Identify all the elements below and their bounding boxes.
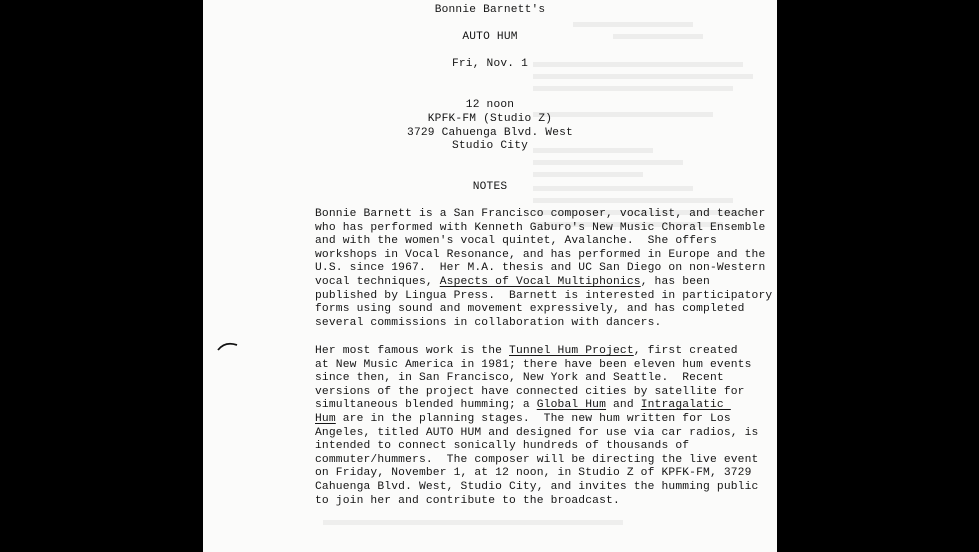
text-segment: are in the planning stages. The new hum written for Los <box>335 412 731 425</box>
work-title: AUTO HUM <box>462 31 518 43</box>
binder-hole-mark <box>215 338 241 364</box>
text-line: intended to connect sonically hundreds of thousands of <box>315 440 690 453</box>
text-line: at New Music America in 1981; there have been eleven hum events <box>315 358 752 371</box>
text-segment: , first created <box>633 345 738 357</box>
bio-paragraph <box>315 208 775 330</box>
text-line: U.S. since 1967. Her M.A. thesis and UC San Diego on non-Western <box>315 262 766 275</box>
text-segment: Her most famous work is the <box>315 345 510 357</box>
event-station: KPFK-FM (Studio Z) <box>427 113 553 125</box>
event-date: Fri, Nov. 1 <box>451 58 529 70</box>
text-line: commuter/hummers. The composer will be directing the live event <box>315 453 759 466</box>
event-address: 3729 Cahuenga Blvd. West <box>407 127 573 139</box>
text-line: who has performed with Kenneth Gaburo's New Music Choral Ensemble <box>315 221 766 234</box>
underlined-title-vocal-multiphonics: Aspects of Vocal Multiphonics <box>439 275 641 288</box>
black-frame-right <box>777 0 979 552</box>
event-time: 12 noon <box>465 99 515 111</box>
underlined-title-tunnel-hum: Tunnel Hum Project <box>509 345 634 357</box>
text-segment: vocal techniques, <box>315 275 440 288</box>
text-line: Cahuenga Blvd. West, Studio City, and invites the humming public <box>315 480 759 493</box>
underlined-title-intragalatic: Intragalatic <box>640 399 731 412</box>
text-line: and with the women's vocal quintet, Avalanche. She offers <box>315 235 717 248</box>
text-line: published by Lingua Press. Barnett is interested in participatory <box>315 289 773 302</box>
text-segment: and <box>606 399 641 412</box>
event-city: Studio City <box>451 140 529 152</box>
text-segment: , has been <box>640 275 710 288</box>
text-line <box>315 413 775 427</box>
text-line: Angeles, titled AUTO HUM and designed for use via car radios, is <box>315 426 759 439</box>
text-line: forms using sound and movement expressively, and has completed <box>315 303 745 316</box>
notes-heading: NOTES <box>472 181 508 193</box>
text-line: workshops in Vocal Resonance, and has performed in Europe and the <box>315 248 766 261</box>
text-line: versions of the project have connected cities by satellite for <box>315 385 745 398</box>
text-line: since then, in San Francisco, New York and Seattle. Recent <box>315 372 724 385</box>
text-line <box>315 399 775 413</box>
text-segment: simultaneous blended humming; a <box>315 399 537 412</box>
title-line: Bonnie Barnett's <box>434 4 546 16</box>
underlined-title-global-hum: Global Hum <box>536 399 607 412</box>
document-page <box>203 0 777 552</box>
work-paragraph <box>315 345 775 508</box>
text-line: to join her and contribute to the broadcast. <box>315 494 620 507</box>
text-line <box>315 276 775 290</box>
underlined-title-hum: Hum <box>315 412 336 425</box>
text-line: Bonnie Barnett is a San Francisco composer, vocalist, and teacher <box>315 208 766 220</box>
text-line <box>315 345 775 359</box>
text-line: on Friday, November 1, at 12 noon, in Studio Z of KPFK-FM, 3729 <box>315 467 752 480</box>
black-frame-left <box>0 0 203 552</box>
text-line: several commissions in collaboration with dancers. <box>315 316 662 329</box>
